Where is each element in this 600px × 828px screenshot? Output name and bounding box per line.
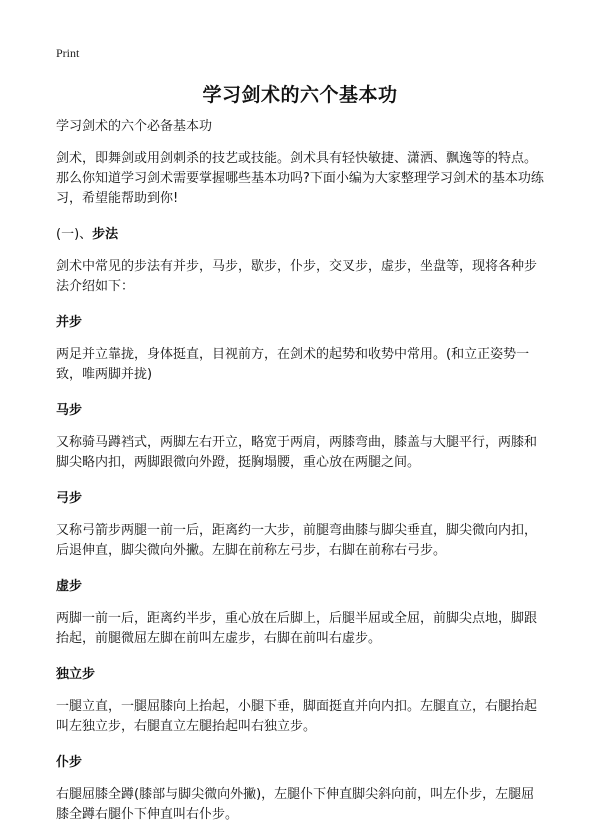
intro-paragraph: 剑术，即舞剑或用剑刺杀的技艺或技能。剑术具有轻快敏捷、潇洒、飘逸等的特点。那么你知道学习剑术需要掌握哪些基本功吗?下面小编为大家整理学习剑术的基本功练习，希望能帮助到你! [56, 151, 544, 206]
step-text-bingbu: 两足并立靠拢，身体挺直，目视前方，在剑术的起势和收势中常用。(和立正姿势一致，唯两脚并拢) [56, 347, 530, 382]
page-title: 学习剑术的六个基本功 [202, 84, 398, 106]
article-subtitle: 学习剑术的六个必备基本功 [56, 119, 213, 134]
step-heading-mabu: 马步 [56, 403, 83, 418]
section-intro-paragraph: 剑术中常见的步法有并步，马步，歇步，仆步，交叉步，虚步，坐盘等，现将各种步法介绍如下： [56, 259, 538, 294]
step-heading-pubu: 仆步 [56, 755, 83, 770]
section-heading-label: 步法 [92, 227, 119, 242]
section-heading-prefix: (一)、 [56, 227, 93, 242]
step-heading-dulibu: 独立步 [56, 667, 96, 682]
step-text-dulibu: 一腿立直，一腿屈膝向上抬起，小腿下垂，脚面挺直并向内扣。左腿直立，右腿抬起叫左独立步，右腿直立左腿抬起叫右独立步。 [56, 699, 538, 734]
step-heading-bingbu: 并步 [56, 315, 83, 330]
step-text-gongbu: 又称弓箭步两腿一前一后，距离约一大步，前腿弯曲膝与脚尖垂直，脚尖微向内扣，后退伸直，脚尖微向外撇。左脚在前称左弓步，右脚在前称右弓步。 [56, 523, 538, 558]
step-text-xubu: 两脚一前一后，距离约半步，重心放在后脚上，后腿半屈或全屈，前脚尖点地，脚跟抬起，前腿微屈左脚在前叫左虚步，右脚在前叫右虚步。 [56, 611, 538, 646]
step-text-mabu: 又称骑马蹲裆式，两脚左右开立，略宽于两肩，两膝弯曲，膝盖与大腿平行，两膝和脚尖略内扣，两脚跟微向外蹬，挺胸塌腰，重心放在两腿之间。 [56, 435, 538, 470]
article-body [56, 117, 546, 825]
print-label: Print [56, 46, 80, 60]
section-heading [56, 225, 546, 245]
step-text-pubu: 右腿屈膝全蹲(膝部与脚尖微向外撇)，左腿仆下伸直脚尖斜向前，叫左仆步，左腿屈膝全蹲右腿仆下伸直叫右仆步。 [56, 787, 535, 822]
step-heading-gongbu: 弓步 [56, 491, 83, 506]
step-heading-xubu: 虚步 [56, 579, 83, 594]
